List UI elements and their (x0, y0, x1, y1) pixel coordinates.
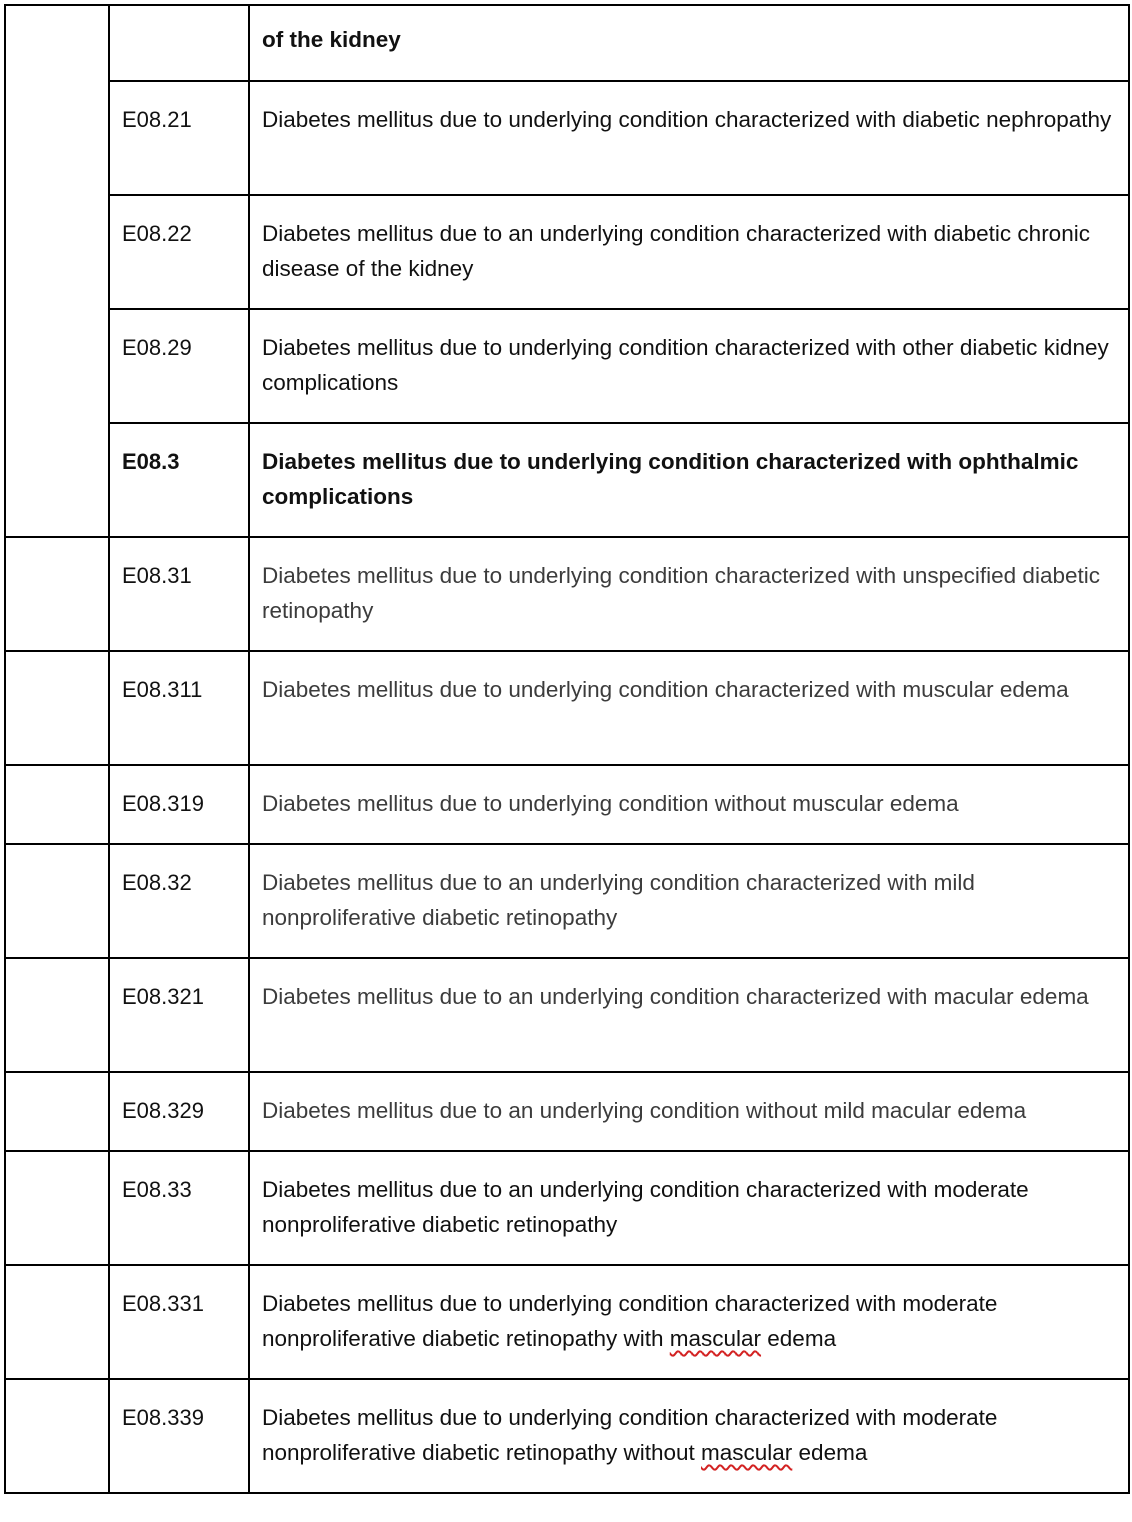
group-cell (5, 537, 109, 651)
description-cell (249, 1072, 1129, 1151)
description-cell (249, 5, 1129, 81)
code-cell (109, 765, 249, 844)
table-row (5, 1379, 1129, 1493)
code-text: E08.31 (122, 563, 192, 588)
description-text: Diabetes mellitus due to underlying condition characterized with muscular edema (262, 677, 1069, 702)
code-cell (109, 1265, 249, 1379)
code-text: E08.339 (122, 1405, 204, 1430)
description-cell (249, 195, 1129, 309)
code-text: E08.319 (122, 791, 204, 816)
table-row (5, 423, 1129, 537)
code-text: E08.311 (122, 677, 203, 702)
code-text: E08.32 (122, 870, 192, 895)
description-cell (249, 423, 1129, 537)
table-row (5, 1072, 1129, 1151)
table-row (5, 5, 1129, 81)
code-cell (109, 1379, 249, 1493)
code-cell (109, 1072, 249, 1151)
description-text (250, 1266, 1128, 1356)
description-cell (249, 1379, 1129, 1493)
table-row (5, 81, 1129, 195)
code-text: E08.33 (122, 1177, 192, 1202)
code-text: E08.29 (122, 335, 192, 360)
description-text: Diabetes mellitus due to underlying condition characterized with ophthalmic complications (262, 449, 1079, 509)
description-cell (249, 765, 1129, 844)
description-cell (249, 844, 1129, 958)
description-text: Diabetes mellitus due to underlying condition characterized with diabetic nephropathy (262, 107, 1112, 132)
code-cell (109, 5, 249, 81)
code-cell (109, 537, 249, 651)
icd-code-table (4, 4, 1130, 1494)
description-text: of the kidney (262, 27, 401, 52)
group-cell (5, 1072, 109, 1151)
group-cell (5, 765, 109, 844)
group-cell (5, 958, 109, 1072)
description-cell (249, 1265, 1129, 1379)
code-text: E08.3 (122, 449, 180, 474)
table-row (5, 844, 1129, 958)
spellcheck-flagged-word[interactable]: mascular (669, 1326, 762, 1351)
group-cell (5, 651, 109, 765)
description-text-part: edema (761, 1326, 837, 1351)
description-text-part: edema (792, 1440, 868, 1465)
code-cell (109, 958, 249, 1072)
code-cell (109, 309, 249, 423)
code-text: E08.329 (122, 1098, 204, 1123)
table-row (5, 195, 1129, 309)
spellcheck-flagged-word[interactable]: mascular (701, 1440, 793, 1465)
table-row (5, 1265, 1129, 1379)
description-cell (249, 537, 1129, 651)
table-row (5, 651, 1129, 765)
group-cell (5, 1265, 109, 1379)
code-text: E08.331 (122, 1291, 204, 1316)
code-cell (109, 423, 249, 537)
code-cell (109, 81, 249, 195)
description-cell (249, 1151, 1129, 1265)
table-row (5, 309, 1129, 423)
description-text (250, 1380, 1128, 1470)
description-text: Diabetes mellitus due to an underlying condition characterized with diabetic chronic disease of the kidney (262, 221, 1090, 281)
code-cell (109, 195, 249, 309)
description-text: Diabetes mellitus due to underlying condition without muscular edema (262, 791, 959, 816)
table-row (5, 958, 1129, 1072)
description-text: Diabetes mellitus due to an underlying condition without mild macular edema (262, 1098, 1027, 1123)
code-text: E08.22 (122, 221, 192, 246)
code-cell (109, 844, 249, 958)
code-cell (109, 1151, 249, 1265)
table-row (5, 1151, 1129, 1265)
table-row (5, 537, 1129, 651)
table-row (5, 765, 1129, 844)
description-text: Diabetes mellitus due to underlying condition characterized with unspecified diabetic retinopathy (262, 563, 1100, 623)
description-text: Diabetes mellitus due to an underlying condition characterized with mild nonproliferative diabetic retinopathy (262, 870, 975, 930)
description-cell (249, 309, 1129, 423)
description-cell (249, 651, 1129, 765)
group-cell (5, 1379, 109, 1493)
description-cell (249, 958, 1129, 1072)
code-text (110, 6, 248, 26)
description-text-part: Diabetes mellitus due to underlying condition characterized with moderate nonproliferative diabetic retinopathy without (262, 1405, 998, 1465)
description-text-part: Diabetes mellitus due to underlying condition characterized with moderate nonproliferative diabetic retinopathy with (262, 1291, 998, 1351)
code-text: E08.21 (122, 107, 192, 132)
group-cell (5, 1151, 109, 1265)
code-text: E08.321 (122, 984, 204, 1009)
description-cell (249, 81, 1129, 195)
description-text: Diabetes mellitus due to an underlying condition characterized with moderate nonproliferative diabetic retinopathy (262, 1177, 1029, 1237)
group-cell (5, 5, 109, 537)
code-cell (109, 651, 249, 765)
description-text: Diabetes mellitus due to an underlying condition characterized with macular edema (262, 984, 1089, 1009)
description-text: Diabetes mellitus due to underlying condition characterized with other diabetic kidney complications (262, 335, 1109, 395)
group-cell (5, 844, 109, 958)
